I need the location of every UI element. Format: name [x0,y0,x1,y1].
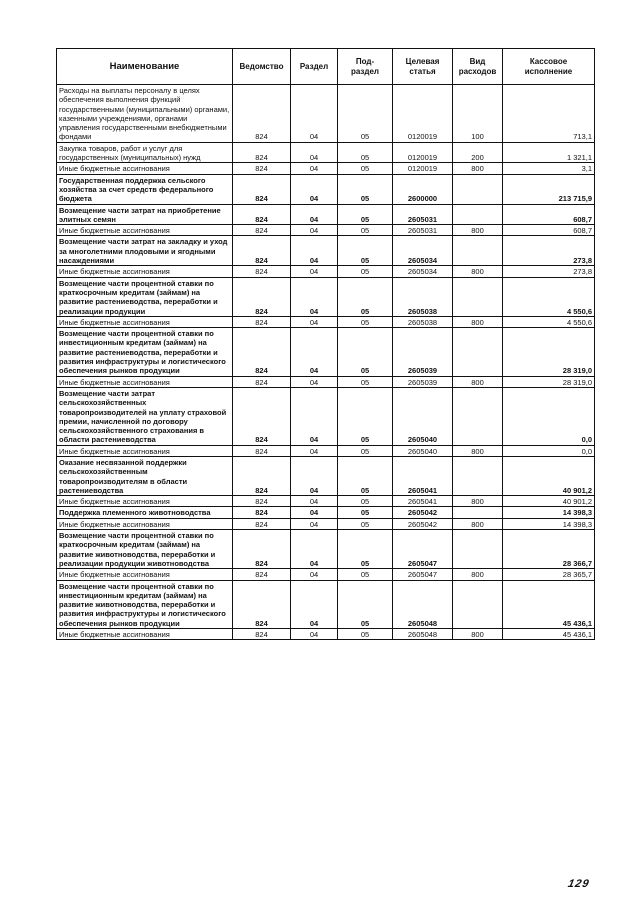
row-kind: 800 [453,225,503,236]
row-target: 2605034 [393,236,453,266]
row-name: Оказание несвязанной поддержки сельскохозяйственным товаропроизводителям в области растениеводства [57,456,233,495]
row-name: Иные бюджетные ассигнования [57,266,233,277]
row-amount: 273,8 [503,236,595,266]
row-dept: 824 [233,277,291,316]
row-name: Иные бюджетные ассигнования [57,163,233,174]
row-kind [453,530,503,569]
row-subsection: 05 [338,236,393,266]
row-amount: 608,7 [503,204,595,225]
table-row [57,85,595,143]
row-dept: 824 [233,580,291,628]
row-subsection: 05 [338,496,393,507]
row-amount: 14 398,3 [503,507,595,518]
row-name: Возмещение части процентной ставки по инвестиционным кредитам (займам) на развитие растениеводства, переработки и развития инфраструктуры и логистического обеспечения рынков продукции [57,328,233,376]
row-target: 2605041 [393,496,453,507]
table-row [57,580,595,628]
row-dept: 824 [233,496,291,507]
row-dept: 824 [233,376,291,387]
row-name: Возмещение части процентной ставки по краткосрочным кредитам (займам) на развитие растениеводства, переработки и реализации продукции [57,277,233,316]
row-subsection: 05 [338,277,393,316]
table-body [57,85,595,640]
row-target: 0120019 [393,163,453,174]
table-row [57,266,595,277]
row-name: Иные бюджетные ассигнования [57,629,233,640]
budget-table [56,48,595,640]
table-row [57,530,595,569]
row-section: 04 [291,316,338,327]
row-amount: 1 321,1 [503,142,595,163]
row-subsection: 05 [338,518,393,529]
row-dept: 824 [233,629,291,640]
row-subsection: 05 [338,456,393,495]
header-section: Раздел [291,49,338,85]
row-dept: 824 [233,142,291,163]
row-dept: 824 [233,387,291,445]
header-dept: Ведомство [233,49,291,85]
row-name: Расходы на выплаты персоналу в целях обеспечения выполнения функций государственными (муниципальными) органами, казенными учреждениями, органами управления государственными внебюджетными фондами [57,85,233,143]
row-target: 2605040 [393,387,453,445]
row-subsection: 05 [338,174,393,204]
row-kind [453,580,503,628]
row-name: Закупка товаров, работ и услуг для государственных (муниципальных) нужд [57,142,233,163]
row-amount: 213 715,9 [503,174,595,204]
row-kind: 800 [453,316,503,327]
row-name: Иные бюджетные ассигнования [57,569,233,580]
row-section: 04 [291,456,338,495]
row-amount: 14 398,3 [503,518,595,529]
row-section: 04 [291,277,338,316]
header-target: Целевая статья [393,49,453,85]
table-row [57,163,595,174]
row-amount: 40 901,2 [503,496,595,507]
row-target: 2605040 [393,445,453,456]
row-kind: 100 [453,85,503,143]
table-row [57,142,595,163]
row-section: 04 [291,580,338,628]
row-subsection: 05 [338,328,393,376]
row-target: 2600000 [393,174,453,204]
header-row [57,49,595,85]
row-dept: 824 [233,163,291,174]
row-subsection: 05 [338,85,393,143]
row-dept: 824 [233,518,291,529]
row-dept: 824 [233,236,291,266]
table-row [57,277,595,316]
row-target: 2605048 [393,629,453,640]
row-subsection: 05 [338,316,393,327]
row-target: 2605038 [393,316,453,327]
row-dept: 824 [233,569,291,580]
table-header [57,49,595,85]
row-kind [453,236,503,266]
row-name: Иные бюджетные ассигнования [57,376,233,387]
row-target: 0120019 [393,142,453,163]
table-row [57,387,595,445]
row-subsection: 05 [338,225,393,236]
row-name: Возмещение части процентной ставки по краткосрочным кредитам (займам) на развитие животноводства, переработки и реализации продукции животноводства [57,530,233,569]
row-kind: 800 [453,376,503,387]
row-amount: 4 550,6 [503,277,595,316]
table-row [57,204,595,225]
row-dept: 824 [233,85,291,143]
row-kind [453,204,503,225]
row-amount: 28 366,7 [503,530,595,569]
row-section: 04 [291,629,338,640]
row-amount: 28 319,0 [503,376,595,387]
row-subsection: 05 [338,204,393,225]
row-section: 04 [291,387,338,445]
row-kind: 800 [453,445,503,456]
row-subsection: 05 [338,387,393,445]
row-target: 2605047 [393,569,453,580]
row-dept: 824 [233,266,291,277]
row-kind [453,277,503,316]
row-name: Государственная поддержка сельского хозяйства за счет средств федерального бюджета [57,174,233,204]
row-amount: 273,8 [503,266,595,277]
row-kind: 800 [453,266,503,277]
row-subsection: 05 [338,530,393,569]
page-number: 129 [566,878,591,890]
table-row [57,569,595,580]
row-amount: 28 319,0 [503,328,595,376]
row-amount: 713,1 [503,85,595,143]
row-kind: 800 [453,496,503,507]
row-subsection: 05 [338,580,393,628]
row-name: Возмещение части затрат на закладку и уход за многолетними плодовыми и ягодными насаждениями [57,236,233,266]
row-section: 04 [291,328,338,376]
row-target: 2605047 [393,530,453,569]
row-dept: 824 [233,328,291,376]
row-section: 04 [291,174,338,204]
row-kind [453,456,503,495]
table-row [57,456,595,495]
row-amount: 45 436,1 [503,629,595,640]
row-amount: 3,1 [503,163,595,174]
row-target: 2605038 [393,277,453,316]
row-kind [453,387,503,445]
row-target: 2605031 [393,204,453,225]
row-kind: 800 [453,629,503,640]
row-dept: 824 [233,316,291,327]
row-kind [453,174,503,204]
row-target: 2605031 [393,225,453,236]
row-dept: 824 [233,174,291,204]
row-section: 04 [291,236,338,266]
row-dept: 824 [233,445,291,456]
row-dept: 824 [233,204,291,225]
table-row [57,376,595,387]
row-amount: 45 436,1 [503,580,595,628]
row-dept: 824 [233,507,291,518]
header-amount: Кассовое исполнение [503,49,595,85]
row-kind: 800 [453,518,503,529]
row-section: 04 [291,445,338,456]
row-section: 04 [291,225,338,236]
row-subsection: 05 [338,569,393,580]
row-subsection: 05 [338,445,393,456]
row-section: 04 [291,142,338,163]
row-amount: 608,7 [503,225,595,236]
header-kind: Вид расходов [453,49,503,85]
table-row [57,174,595,204]
table-row [57,236,595,266]
row-kind [453,507,503,518]
row-target: 2605042 [393,507,453,518]
row-amount: 0,0 [503,387,595,445]
row-section: 04 [291,507,338,518]
table-row [57,507,595,518]
row-dept: 824 [233,225,291,236]
row-target: 0120019 [393,85,453,143]
row-subsection: 05 [338,629,393,640]
row-section: 04 [291,376,338,387]
row-section: 04 [291,530,338,569]
row-amount: 0,0 [503,445,595,456]
header-name: Наименование [57,49,233,85]
row-name: Иные бюджетные ассигнования [57,518,233,529]
table-row [57,225,595,236]
row-section: 04 [291,496,338,507]
row-name: Иные бюджетные ассигнования [57,225,233,236]
row-section: 04 [291,266,338,277]
row-amount: 40 901,2 [503,456,595,495]
row-subsection: 05 [338,376,393,387]
table-row [57,445,595,456]
table-row [57,629,595,640]
header-subsection: Под- раздел [338,49,393,85]
row-subsection: 05 [338,266,393,277]
row-name: Возмещение части процентной ставки по инвестиционным кредитам (займам) на развитие животноводства, переработки и развития инфраструктуры и логистического обеспечения рынков продукции [57,580,233,628]
row-section: 04 [291,163,338,174]
row-amount: 4 550,6 [503,316,595,327]
row-name: Возмещение части затрат на приобретение элитных семян [57,204,233,225]
row-kind [453,328,503,376]
row-target: 2605041 [393,456,453,495]
row-section: 04 [291,518,338,529]
table-row [57,496,595,507]
row-section: 04 [291,85,338,143]
row-target: 2605039 [393,376,453,387]
row-dept: 824 [233,456,291,495]
row-subsection: 05 [338,163,393,174]
row-kind: 800 [453,569,503,580]
row-amount: 28 365,7 [503,569,595,580]
row-name: Иные бюджетные ассигнования [57,445,233,456]
table-row [57,316,595,327]
table-row [57,518,595,529]
row-target: 2605039 [393,328,453,376]
row-target: 2605048 [393,580,453,628]
row-target: 2605034 [393,266,453,277]
row-subsection: 05 [338,507,393,518]
row-subsection: 05 [338,142,393,163]
row-name: Возмещение части затрат сельскохозяйственных товаропроизводителей на уплату страховой премии, начисленной по договору сельскохозяйственного страхования в области растениеводства [57,387,233,445]
row-kind: 800 [453,163,503,174]
row-section: 04 [291,569,338,580]
row-kind: 200 [453,142,503,163]
table-row [57,328,595,376]
row-target: 2605042 [393,518,453,529]
row-name: Иные бюджетные ассигнования [57,316,233,327]
row-name: Иные бюджетные ассигнования [57,496,233,507]
row-name: Поддержка племенного животноводства [57,507,233,518]
row-section: 04 [291,204,338,225]
row-dept: 824 [233,530,291,569]
